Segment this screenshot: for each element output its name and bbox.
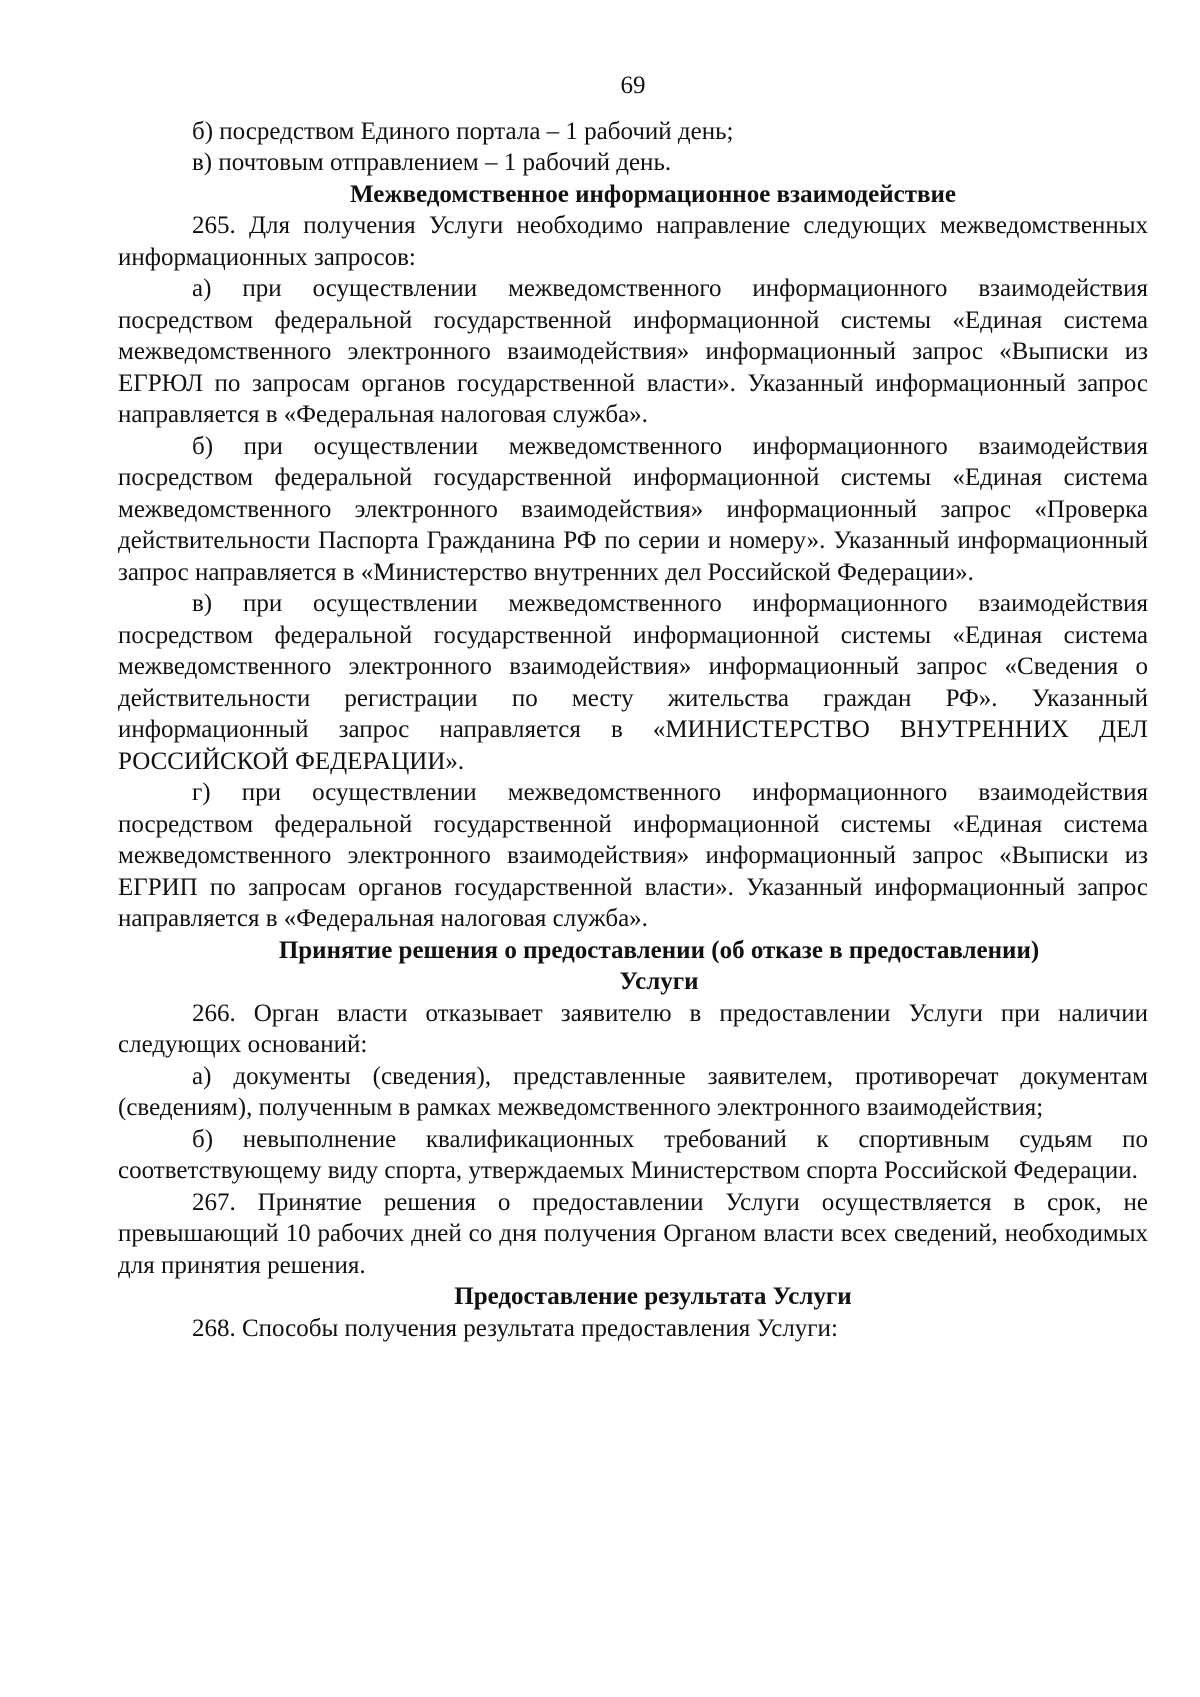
list-item-mail: в) почтовым отправлением – 1 рабочий день. bbox=[192, 149, 672, 176]
paragraph-265-g: г) при осуществлении межведомственного информационного взаимодействия посредством федеральной государственной информационной системы «Единая система межведомственного электронного взаимодействия» информационный запрос «Выписки из ЕГРИП по запросам органов государственной власти». Указанный информационный запрос направляется в «Федеральная налоговая служба». bbox=[118, 779, 1148, 932]
paragraph-266-b: б) невыполнение квалификационных требований к спортивным судьям по соответствующему виду спорта, утверждаемых Министерством спорта Российской Федерации. bbox=[118, 1125, 1148, 1184]
paragraph-265-b: б) при осуществлении межведомственного информационного взаимодействия посредством федеральной государственной информационной системы «Единая система межведомственного электронного взаимодействия» информационный запрос «Проверка действительности Паспорта Гражданина РФ по серии и номеру». Указанный информационный запрос направляется в «Министерство внутренних дел Российской Федерации». bbox=[118, 432, 1148, 586]
paragraph-267: 267. Принятие решения о предоставлении Услуги осуществляется в срок, не превышающий 10 рабочих дней со дня получения Органом власти всех сведений, необходимых для принятия решения. bbox=[118, 1188, 1148, 1279]
paragraph-265: 265. Для получения Услуги необходимо направление следующих межведомственных информационных запросов: bbox=[118, 212, 1148, 271]
paragraph-265-v: в) при осуществлении межведомственного информационного взаимодействия посредством федеральной государственной информационной системы «Единая система межведомственного электронного взаимодействия» информационный запрос «Сведения о действительности регистрации по месту жительства граждан РФ». Указанный информационный запрос направляется в «МИНИСТЕРСТВО ВНУТРЕННИХ ДЕЛ РОССИЙСКОЙ ФЕДЕРАЦИИ». bbox=[118, 590, 1148, 775]
list-item-portal: б) посредством Единого портала – 1 рабочий день; bbox=[192, 117, 734, 145]
page-number: 69 bbox=[620, 72, 646, 99]
section-heading-decision-line1: Принятие решения о предоставлении (об отказе в предоставлении) bbox=[278, 936, 1040, 964]
paragraph-268: 268. Способы получения результата предоставления Услуги: bbox=[192, 1314, 838, 1342]
section-heading-interagency: Межведомственное информационное взаимодействие bbox=[350, 180, 956, 208]
paragraph-266: 266. Орган власти отказывает заявителю в предоставлении Услуги при наличии следующих оснований: bbox=[118, 999, 1148, 1058]
paragraph-265-a: а) при осуществлении межведомственного информационного взаимодействия посредством федеральной государственной информационной системы «Единая система межведомственного электронного взаимодействия» информационный запрос «Выписки из ЕГРЮЛ по запросам органов государственной власти». Указанный информационный запрос направляется в «Федеральная налоговая служба». bbox=[118, 275, 1148, 428]
section-heading-result: Предоставление результата Услуги bbox=[454, 1283, 852, 1310]
paragraph-266-a: а) документы (сведения), представленные заявителем, противоречат документам (сведениям), полученным в рамках межведомственного электронного взаимодействия; bbox=[118, 1062, 1148, 1121]
section-heading-decision-line2: Услуги bbox=[619, 968, 699, 995]
